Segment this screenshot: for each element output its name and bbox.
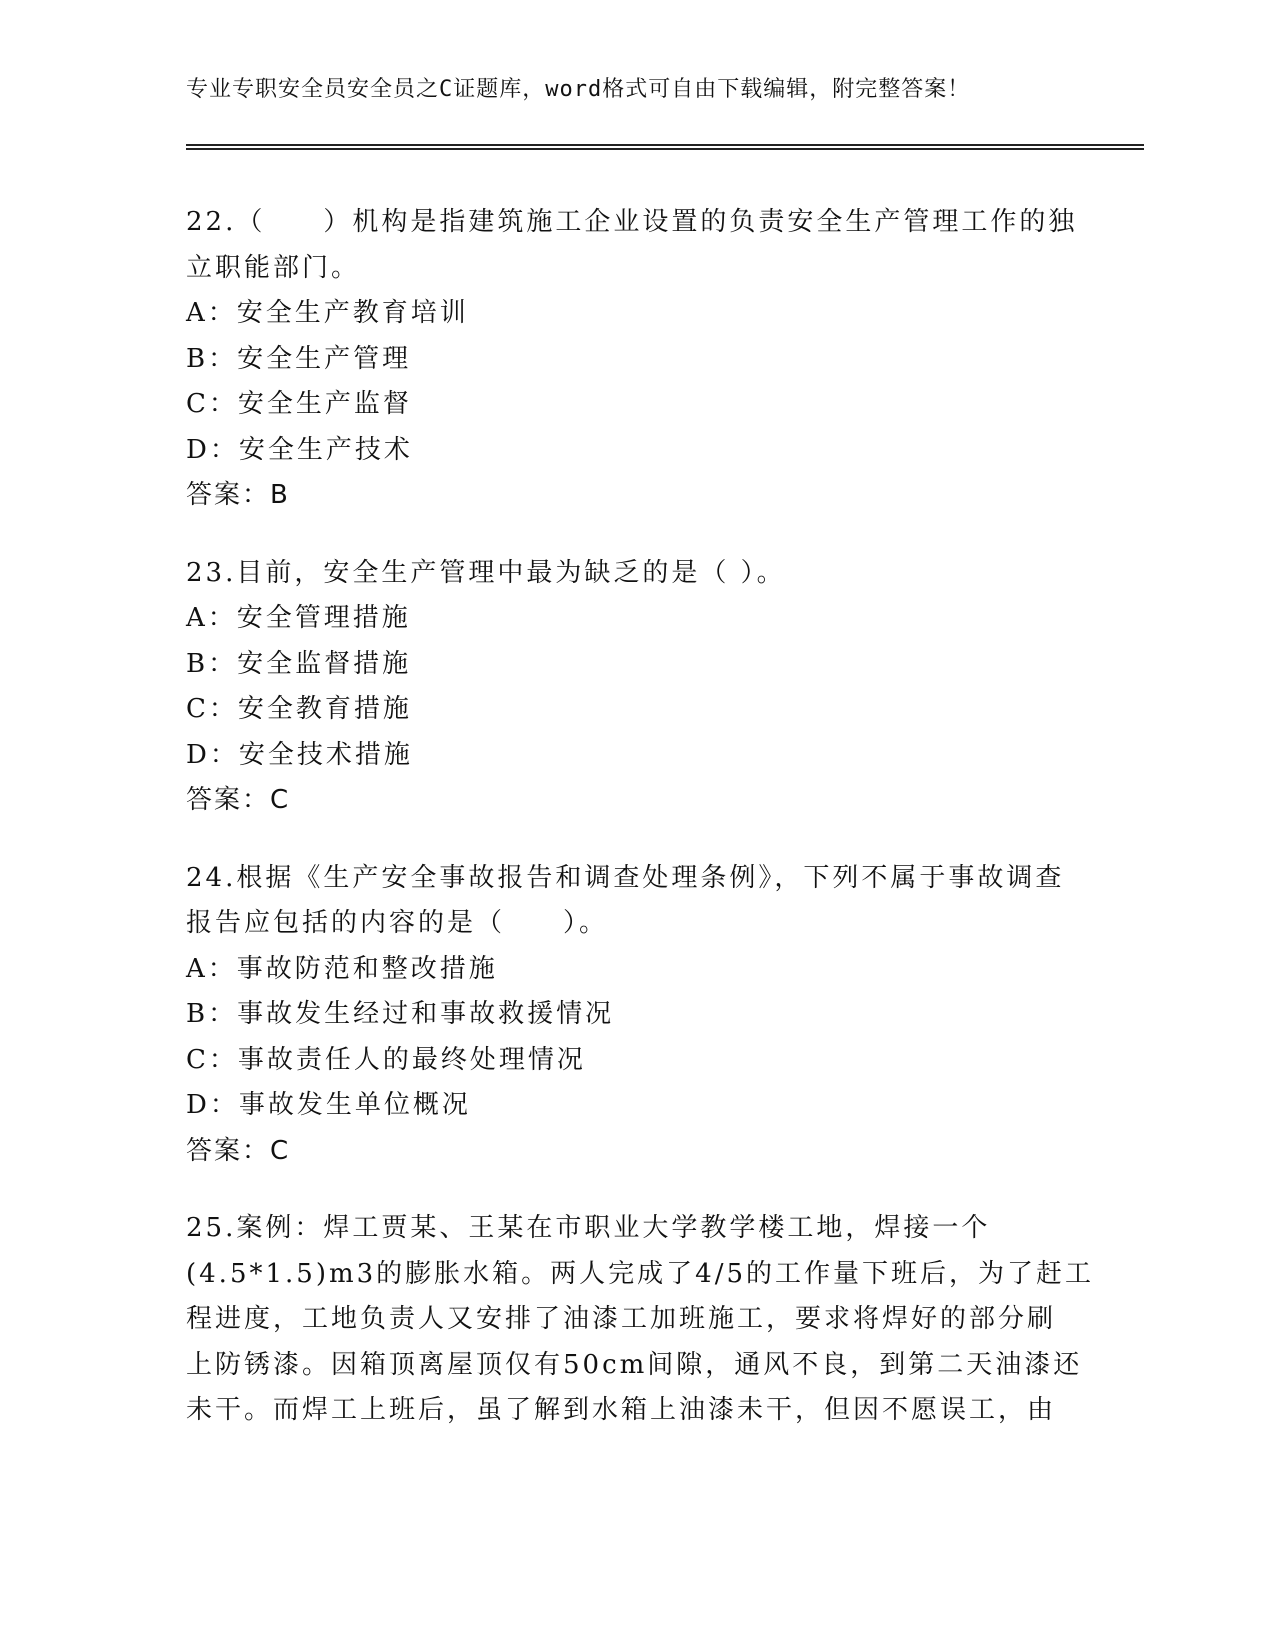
header-rule-bottom [186,148,1144,150]
option-c: C：事故责任人的最终处理情况 [186,1044,586,1075]
option-d: D：事故发生单位概况 [186,1090,471,1120]
option-a: A：安全生产教育培训 [186,298,469,328]
option-d: D：安全生产技术 [186,434,413,465]
question-text-line: 23.目前，安全生产管理中最为缺乏的是（ ）。 [186,557,786,588]
header-rule-top [186,144,1144,146]
question-text-line: 22.（ ）机构是指建筑施工企业设置的负责安全生产管理工作的独 [186,207,1078,237]
question-text-line: 立职能部门。 [186,252,361,283]
option-b: B：事故发生经过和事故救援情况 [186,999,615,1029]
option-d: D：安全技术措施 [186,739,413,770]
option-b: B：安全监督措施 [186,648,412,679]
question-list [186,200,1095,1466]
answer: 答案：C [186,1135,291,1166]
option-a: A：安全管理措施 [186,603,411,633]
option-c: C：安全教育措施 [186,694,412,724]
option-b: B：安全生产管理 [186,343,412,374]
question-text-line: 24.根据《生产安全事故报告和调查处理条例》，下列不属于事故调查 [186,862,1065,893]
option-c: C：安全生产监督 [186,389,412,419]
question-text-line: 25.案例：焊工贾某、王某在市职业大学教学楼工地，焊接一个 [186,1213,991,1243]
question-23 [186,551,1086,824]
question-24 [186,856,1086,1175]
page-header: 专业专职安全员安全员之C证题库，word格式可自由下载编辑，附完整答案！ [186,77,971,102]
question-text-line: 报告应包括的内容的是（ ）。 [186,908,609,938]
question-25 [186,1206,1095,1434]
question-22 [186,200,1086,519]
question-text-line: (4.5*1.5)m3的膨胀水箱。两人完成了4/5的工作量下班后，为了赶工 [186,1258,1095,1289]
question-text-line: 未干。而焊工上班后，虽了解到水箱上油漆未干，但因不愿误工，由 [186,1395,1057,1425]
answer: 答案：C [186,785,291,815]
question-text-line: 上防锈漆。因箱顶离屋顶仅有50cm间隙，通风不良，到第二天油漆还 [186,1349,1083,1380]
question-text-line: 程进度，工地负责人又安排了油漆工加班施工，要求将焊好的部分刷 [186,1304,1057,1334]
answer: 答案：B [186,480,290,510]
option-a: A：事故防范和整改措施 [186,953,498,984]
